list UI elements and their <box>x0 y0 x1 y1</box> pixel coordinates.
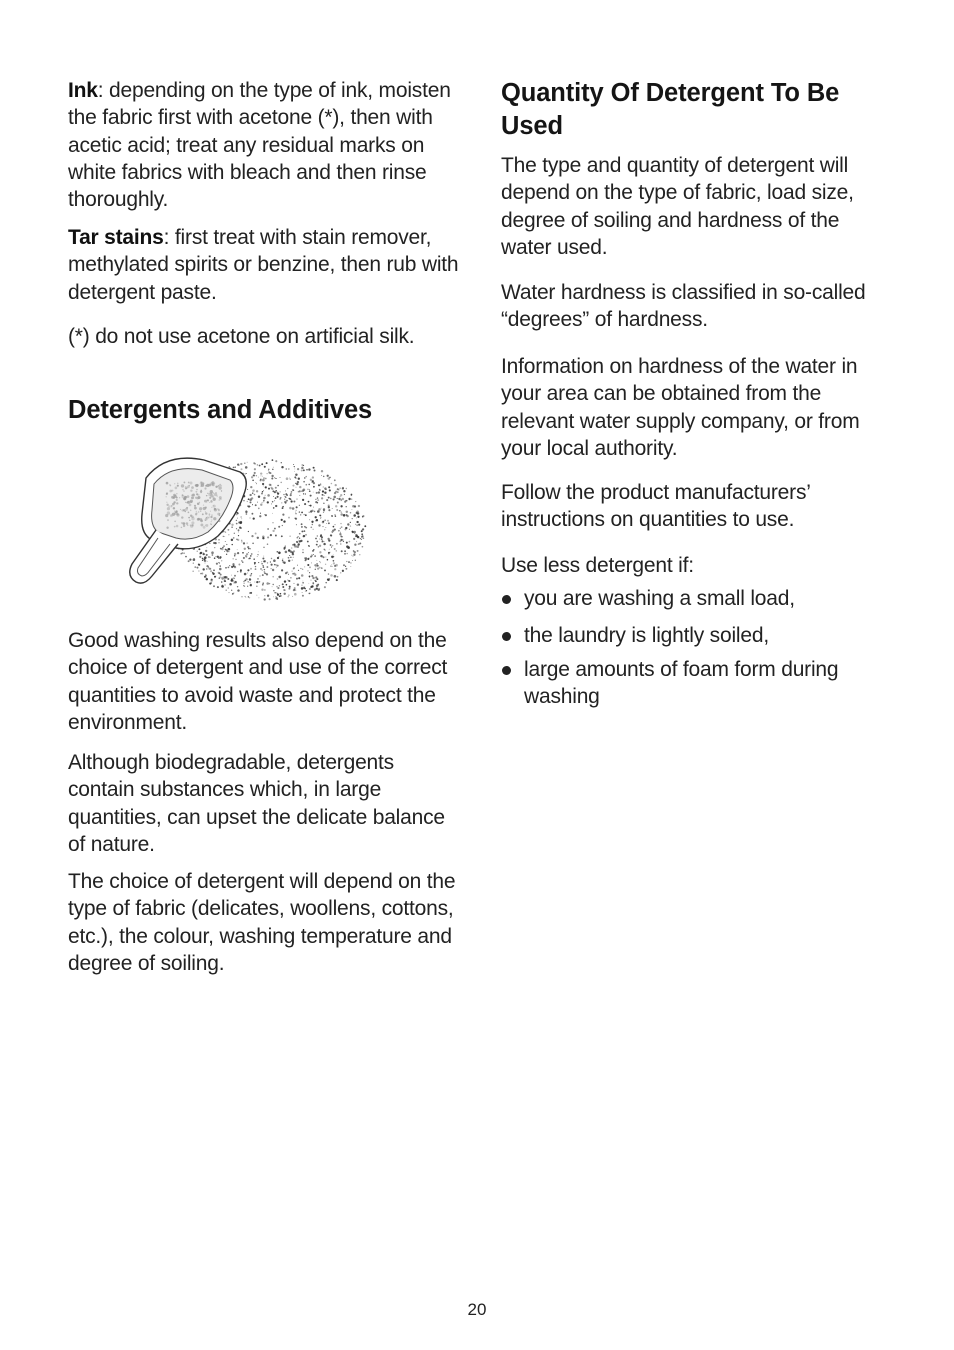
detergents-paragraph-1: Good washing results also depend on the choice of detergent and use of the correct quantities to avoid waste and protect the environment. <box>68 629 448 734</box>
tar-stains-label: Tar stains <box>68 226 164 249</box>
acetone-footnote: (*) do not use acetone on artificial silk. <box>68 325 415 348</box>
tar-stains-text: : first treat with stain remover, methylated spirits or benzine, then rub with detergent paste. <box>68 226 459 304</box>
tar-stains-paragraph <box>68 224 460 306</box>
page-number: 20 <box>467 1300 487 1319</box>
manufacturer-instructions-paragraph: Follow the product manufacturers’ instructions on quantities to use. <box>501 481 810 532</box>
bullet-icon <box>502 666 511 675</box>
detergents-paragraph-2: Although biodegradable, detergents contain substances which, in large quantities, can upset the delicate balance of nature. <box>68 751 445 856</box>
bullet-icon <box>502 595 511 604</box>
list-item: large amounts of foam form during washing <box>501 656 893 711</box>
ink-label: Ink <box>68 79 98 102</box>
water-hardness-paragraph: Water hardness is classified in so-called “degrees” of hardness. <box>501 281 866 332</box>
list-item: you are washing a small load, <box>501 585 893 612</box>
ink-text: : depending on the type of ink, moisten the fabric first with acetone (*), then with acetic acid; treat any residual marks on white fabrics with bleach and then rinse thoroughly. <box>68 79 451 212</box>
quantity-paragraph-1: The type and quantity of detergent will depend on the type of fabric, load size, degree of soiling and hardness of the water used. <box>501 154 854 259</box>
detergents-paragraph-3: The choice of detergent will depend on the type of fabric (delicates, woollens, cottons, etc.), the colour, washing temperature and degree of soiling. <box>68 870 456 975</box>
list-item: the laundry is lightly soiled, <box>501 622 893 649</box>
bullet-icon <box>502 632 511 641</box>
detergents-heading: Detergents and Additives <box>68 396 373 424</box>
detergent-scoop-icon <box>58 452 370 607</box>
quantity-heading: Quantity Of Detergent To Be Used <box>501 79 840 140</box>
hardness-info-paragraph: Information on hardness of the water in your area can be obtained from the relevant water supply company, or from your local authority. <box>501 355 860 460</box>
less-detergent-intro: Use less detergent if: <box>501 554 694 577</box>
ink-paragraph <box>68 77 460 213</box>
